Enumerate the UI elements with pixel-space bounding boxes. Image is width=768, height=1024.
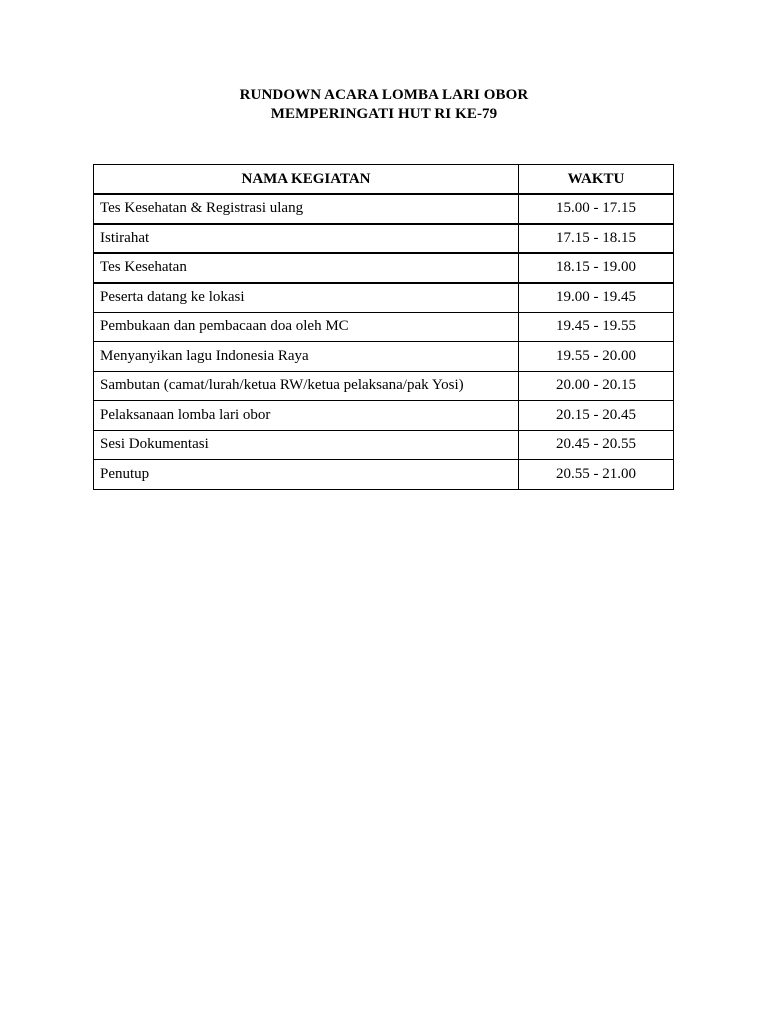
- time-cell: 18.15 - 19.00: [519, 253, 674, 283]
- time-cell: 19.55 - 20.00: [519, 342, 674, 372]
- time-cell: 19.00 - 19.45: [519, 283, 674, 313]
- activity-cell: Penutup: [94, 460, 519, 490]
- header-time: WAKTU: [519, 165, 674, 195]
- title-line-2: MEMPERINGATI HUT RI KE-79: [270, 106, 498, 122]
- time-cell: 19.45 - 19.55: [519, 312, 674, 342]
- table-row: [94, 430, 674, 460]
- table-row: [94, 460, 674, 490]
- time-cell: 20.00 - 20.15: [519, 371, 674, 401]
- table-row: [94, 283, 674, 313]
- activity-cell: Tes Kesehatan & Registrasi ulang: [94, 194, 519, 224]
- time-cell: 20.55 - 21.00: [519, 460, 674, 490]
- table-row: [94, 401, 674, 431]
- header-activity: NAMA KEGIATAN: [94, 165, 519, 195]
- time-cell: 20.15 - 20.45: [519, 401, 674, 431]
- activity-cell: Sesi Dokumentasi: [94, 430, 519, 460]
- activity-cell: Tes Kesehatan: [94, 253, 519, 283]
- title-line-1: RUNDOWN ACARA LOMBA LARI OBOR: [239, 87, 529, 103]
- table-header-row: [94, 165, 674, 195]
- table-row: [94, 342, 674, 372]
- activity-cell: Istirahat: [94, 224, 519, 254]
- activity-cell: Peserta datang ke lokasi: [94, 283, 519, 313]
- activity-cell: Menyanyikan lagu Indonesia Raya: [94, 342, 519, 372]
- activity-cell: Pembukaan dan pembacaan doa oleh MC: [94, 312, 519, 342]
- document-title: [0, 86, 768, 124]
- activity-cell: Sambutan (camat/lurah/ketua RW/ketua pelaksana/pak Yosi): [94, 371, 519, 401]
- time-cell: 17.15 - 18.15: [519, 224, 674, 254]
- rundown-table: [93, 164, 674, 490]
- activity-cell: Pelaksanaan lomba lari obor: [94, 401, 519, 431]
- table-row: [94, 224, 674, 254]
- time-cell: 15.00 - 17.15: [519, 194, 674, 224]
- table-row: [94, 253, 674, 283]
- time-cell: 20.45 - 20.55: [519, 430, 674, 460]
- table-row: [94, 371, 674, 401]
- table-row: [94, 194, 674, 224]
- table-row: [94, 312, 674, 342]
